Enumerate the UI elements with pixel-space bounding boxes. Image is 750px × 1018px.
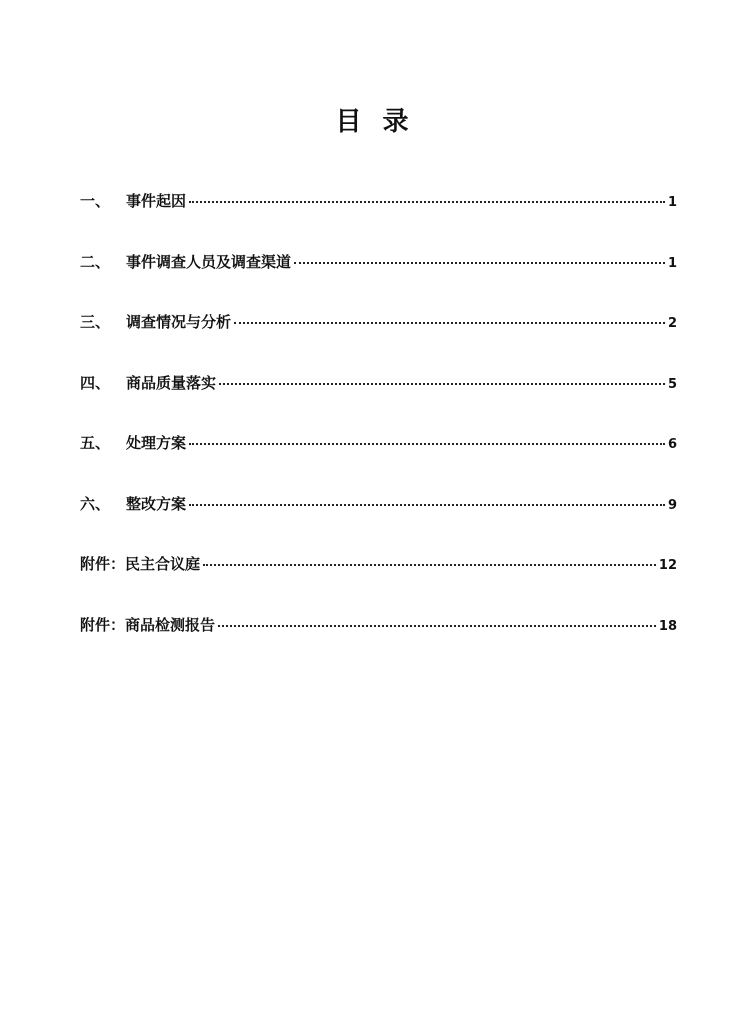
toc-entry-page: 1: [667, 195, 677, 210]
toc-entry-label: 处理方案: [126, 434, 187, 452]
toc-entry-page: 12: [658, 558, 677, 573]
dot-leader: [234, 322, 665, 324]
toc-entry-page: 6: [667, 437, 677, 452]
toc-entry-label: 调查情况与分析: [126, 313, 232, 331]
toc-entry-5[interactable]: [80, 430, 677, 491]
toc-entry-page: 18: [658, 618, 677, 634]
toc-entry-label: 商品质量落实: [126, 373, 217, 392]
toc-entry-number: 一、: [80, 192, 111, 210]
toc-entry-number: 四、: [80, 373, 111, 392]
dot-leader: [294, 262, 665, 264]
dot-leader: [189, 443, 665, 445]
toc-entry-3[interactable]: [80, 309, 677, 370]
toc-entry-6[interactable]: [80, 491, 677, 552]
dot-leader: [218, 625, 656, 627]
dot-leader: [203, 564, 656, 566]
toc-entry-number: 二、: [80, 252, 111, 271]
toc-entry-4[interactable]: [80, 370, 677, 431]
toc-title: 目 录: [335, 107, 415, 137]
toc-entry-label: 附件：商品检测报告: [80, 615, 216, 634]
dot-leader: [219, 383, 665, 385]
toc-entry-2[interactable]: [80, 249, 677, 310]
toc-entry-page: 1: [667, 255, 677, 271]
toc-entry-number: 三、: [80, 313, 111, 331]
toc-entry-page: 2: [667, 316, 677, 331]
dot-leader: [189, 201, 665, 203]
toc-entry-label: 事件起因: [126, 192, 187, 210]
toc-entry-page: 5: [667, 376, 677, 392]
dot-leader: [189, 504, 665, 506]
toc-entry-label: 事件调查人员及调查渠道: [126, 252, 292, 271]
toc-entry-number: 六、: [80, 494, 111, 513]
toc-entry-number: 五、: [80, 434, 111, 452]
table-of-contents: [80, 188, 677, 672]
toc-entry-appendix-2[interactable]: [80, 612, 677, 673]
toc-entry-1[interactable]: [80, 188, 677, 249]
toc-entry-label: 附件：民主合议庭: [80, 555, 201, 573]
toc-entry-page: 9: [667, 497, 677, 513]
toc-entry-appendix-1[interactable]: [80, 551, 677, 612]
toc-entry-label: 整改方案: [126, 494, 187, 513]
